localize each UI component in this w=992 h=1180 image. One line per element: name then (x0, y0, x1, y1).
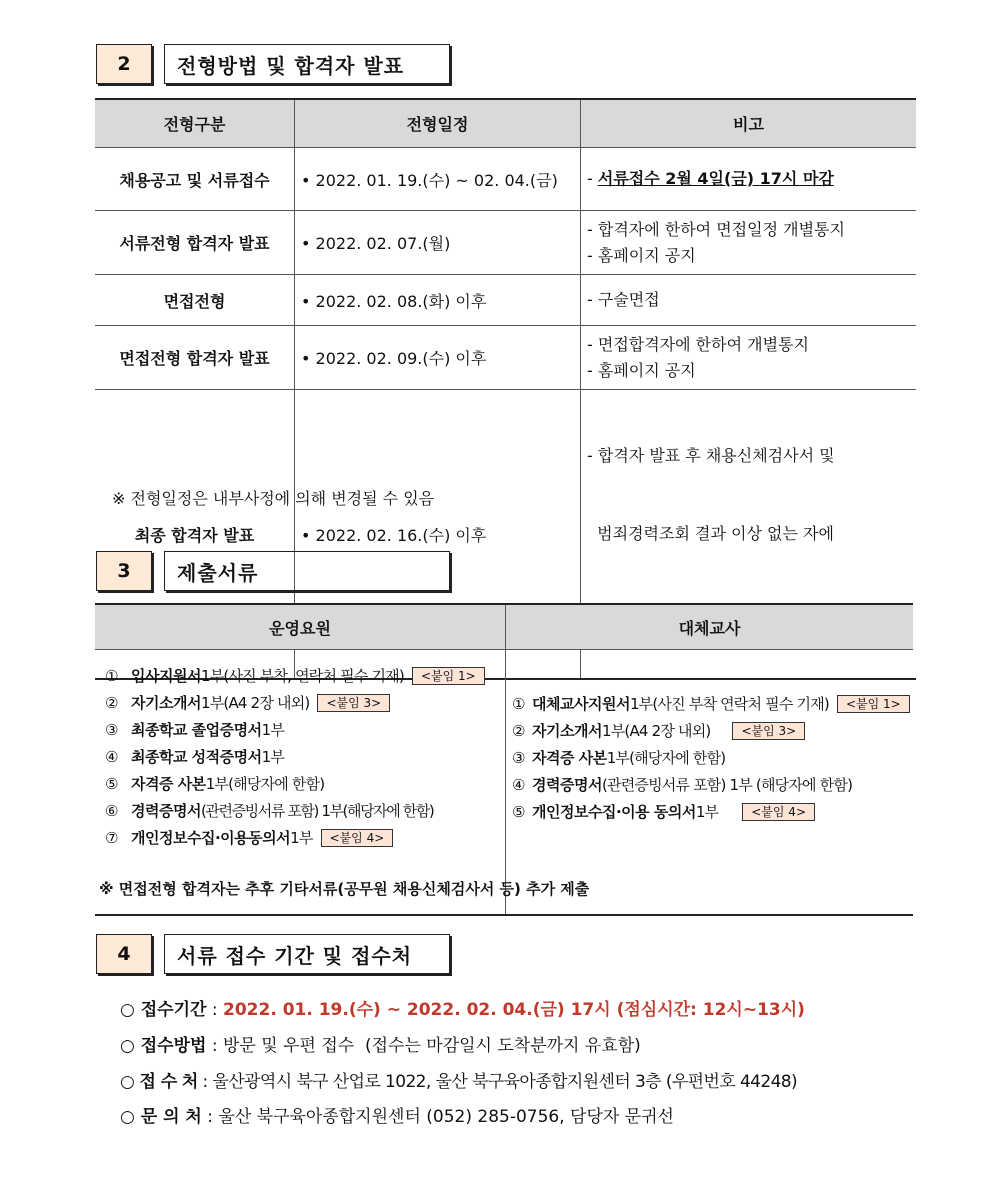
attachment-tag: <붙임 4> (321, 829, 394, 847)
note-line: - 면접합격자에 한하여 개별통지 (587, 334, 809, 354)
schedule-footnote: ※ 전형일정은 내부사정에 의해 변경될 수 있음 (112, 489, 435, 508)
list-item: ⑥ 경력증명서 (관련증빙서류 포함) 1부(해당자에 한함) (105, 801, 434, 820)
date-cell: • 2022. 01. 19.(수) ~ 02. 04.(금) (295, 148, 581, 211)
table-row (95, 211, 916, 275)
attachment-tag: <붙임 3> (317, 694, 390, 712)
substitute-docs-cell (506, 650, 914, 916)
table-row (95, 148, 916, 211)
substitute-doc-list (512, 690, 913, 825)
note-line: - 홈페이지 공지 (587, 245, 696, 265)
section-number: 3 (96, 551, 152, 591)
col-header-stage: 전형구분 (95, 99, 295, 148)
schedule-table (95, 98, 916, 680)
info-contact: ○ 문 의 처 : 울산 북구육아종합지원센터 (052) 285-0756, 담당자 문귀선 (120, 1107, 674, 1127)
list-item: ③ 자격증 사본 1부(해당자에 한함) (512, 748, 726, 767)
col-header-date: 전형일정 (295, 99, 581, 148)
method-value: 방문 및 우편 접수 (접수는 마감일시 도착분까지 유효함) (223, 1036, 641, 1056)
stage-cell: 서류전형 합격자 발표 (95, 211, 295, 275)
stage-cell: 면접전형 (95, 275, 295, 326)
table-row (95, 275, 916, 326)
col-header-substitute: 대체교사 (506, 604, 914, 650)
note-line: - 홈페이지 공지 (587, 360, 696, 380)
list-item: ① 입사지원서 1부(사진 부착, 연락처 필수 기재) <붙임 1> (105, 662, 505, 689)
note-cell (581, 326, 917, 390)
note-prefix: - (587, 169, 598, 188)
attachment-tag: <붙임 4> (742, 803, 815, 821)
note-cell (581, 148, 917, 211)
section-2-header (96, 44, 450, 84)
staff-docs-cell (95, 650, 506, 916)
deadline-note: 서류접수 2월 4일(금) 17시 마감 (597, 169, 834, 188)
note-cell (581, 275, 917, 326)
list-item: ④ 최종학교 성적증명서 1부 (105, 747, 285, 766)
attachment-tag: <붙임 3> (732, 722, 805, 740)
list-item: ② 자기소개서 1부(A4 2장 내외) <붙임 3> (512, 717, 913, 744)
staff-doc-list (105, 662, 505, 851)
section-title: 서류 접수 기간 및 접수처 (164, 934, 450, 974)
section-number: 2 (96, 44, 152, 84)
list-item: ⑤ 자격증 사본 1부(해당자에 한함) (105, 774, 325, 793)
date-cell: • 2022. 02. 16.(수) 이후 (295, 390, 581, 680)
col-header-note: 비고 (581, 99, 917, 148)
documents-table (95, 603, 913, 916)
note-line: 범죄경력조회 결과 이상 없는 자에 (587, 524, 834, 543)
col-header-staff: 운영요원 (95, 604, 506, 650)
stage-cell: 면접전형 합격자 발표 (95, 326, 295, 390)
stage-cell: 채용공고 및 서류접수 (95, 148, 295, 211)
list-item: ④ 경력증명서 (관련증빙서류 포함) 1부 (해당자에 한함) (512, 775, 853, 794)
documents-footnote: ※ 면접전형 합격자는 추후 기타서류(공무원 채용신체검사서 등) 추가 제출 (99, 880, 590, 898)
date-cell: • 2022. 02. 09.(수) 이후 (295, 326, 581, 390)
list-item: ⑤ 개인정보수집·이용 동의서 1부 <붙임 4> (512, 798, 913, 825)
note-line: - 합격자 발표 후 채용신체검사서 및 (587, 446, 835, 465)
list-item: ② 자기소개서 1부(A4 2장 내외) <붙임 3> (105, 689, 505, 716)
stage-cell: 최종 합격자 발표 (95, 390, 295, 680)
table-row (95, 326, 916, 390)
list-item: ① 대체교사지원서 1부(사진 부착 연락처 필수 기재) <붙임 1> (512, 690, 913, 717)
section-3-header (96, 551, 450, 591)
period-value: 2022. 01. 19.(수) ~ 2022. 02. 04.(금) 17시 (점심시간: 12시~13시) (223, 1000, 805, 1020)
list-item: ③ 최종학교 졸업증명서 1부 (105, 720, 285, 739)
note-line: - 구술면접 (587, 290, 660, 309)
contact-value: 울산 북구육아종합지원센터 (052) 285-0756, 담당자 문귀선 (218, 1107, 674, 1127)
section-number: 4 (96, 934, 152, 974)
attachment-tag: <붙임 1> (412, 667, 485, 685)
place-value: 울산광역시 북구 산업로 1022, 울산 북구육아종합지원센터 3층 (우편번호 44248) (212, 1072, 798, 1092)
section-title: 전형방법 및 합격자 발표 (164, 44, 450, 84)
date-cell: • 2022. 02. 07.(월) (295, 211, 581, 275)
info-method: ○ 접수방법 : 방문 및 우편 접수 (접수는 마감일시 도착분까지 유효함) (120, 1036, 641, 1056)
info-place: ○ 접 수 처 : 울산광역시 북구 산업로 1022, 울산 북구육아종합지원센터 3층 (우편번호 44248) (120, 1072, 798, 1092)
note-cell (581, 211, 917, 275)
section-title: 제출서류 (164, 551, 450, 591)
info-period: ○ 접수기간 : 2022. 01. 19.(수) ~ 2022. 02. 04.(금) 17시 (점심시간: 12시~13시) (120, 1000, 805, 1020)
date-cell: • 2022. 02. 08.(화) 이후 (295, 275, 581, 326)
note-line: - 합격자에 한하여 면접일정 개별통지 (587, 219, 845, 239)
section-4-header (96, 934, 450, 974)
list-item: ⑦ 개인정보수집·이용동의서 1부 <붙임 4> (105, 824, 505, 851)
attachment-tag: <붙임 1> (837, 695, 910, 713)
